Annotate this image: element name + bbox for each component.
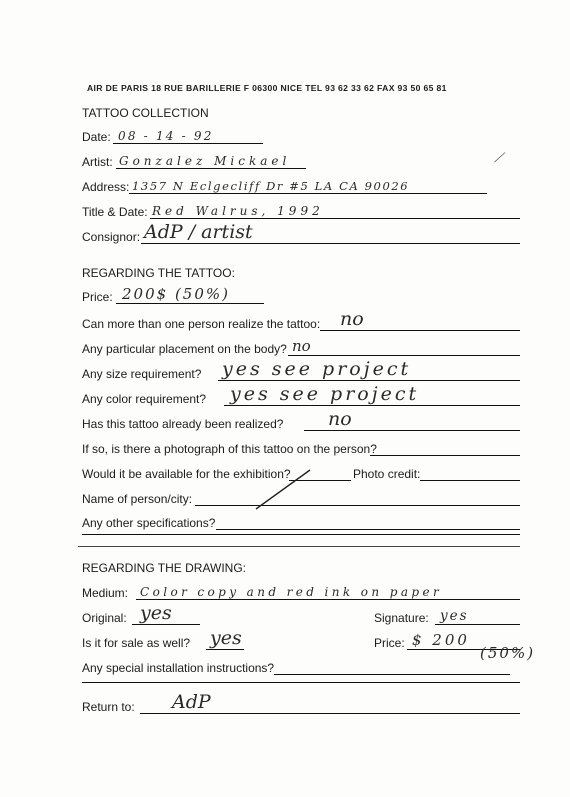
tattoo-price-label: Price:	[82, 290, 113, 304]
installation-label: Any special installation instructions?	[82, 661, 275, 675]
other-specs-label: Any other specifications?	[82, 516, 216, 530]
title-date-value: Red Walrus, 1992	[152, 204, 324, 218]
placement-label: Any particular placement on the body?	[82, 342, 287, 356]
drawing-price-value: $ 200	[412, 631, 470, 649]
letterhead: AIR DE PARIS 18 RUE BARILLERIE F 06300 NICE TEL 93 62 33 62 FAX 93 50 65 81	[87, 83, 447, 93]
date-label: Date:	[82, 130, 111, 144]
original-line	[132, 624, 200, 625]
medium-label: Medium:	[82, 586, 129, 600]
photo-credit-label: Photo credit:	[353, 467, 421, 481]
return-to-value: AdP	[172, 691, 211, 713]
size-label: Any size requirement?	[82, 367, 202, 381]
color-value: yes see project	[230, 383, 420, 405]
medium-line	[136, 599, 520, 600]
more-than-one-label: Can more than one person realize the tattoo:	[82, 317, 321, 331]
placement-value: no	[292, 337, 311, 355]
realized-value: no	[328, 408, 352, 430]
drawing-heading: REGARDING THE DRAWING:	[82, 561, 247, 575]
tattoo-price-value: 200$ (50%)	[122, 285, 230, 303]
for-sale-label: Is it for sale as well?	[82, 636, 191, 650]
size-value: yes see project	[222, 358, 412, 380]
consignor-value: AdP / artist	[144, 221, 253, 243]
color-label: Any color requirement?	[82, 392, 207, 406]
for-sale-line	[206, 649, 244, 650]
original-value: yes	[140, 602, 172, 624]
photograph-label: If so, is there a photograph of this tattoo on the person?	[82, 442, 377, 456]
installation-line	[274, 674, 510, 675]
title-date-label: Title & Date:	[82, 205, 148, 219]
person-city-label: Name of person/city:	[82, 492, 193, 506]
artist-value: Gonzalez Mickael	[119, 154, 291, 168]
installation-extra-line	[82, 682, 520, 683]
original-label: Original:	[82, 611, 127, 625]
drawing-price-note: (50%)	[480, 644, 536, 662]
address-value: 1357 N Eclgecliff Dr #5 LA CA 90026	[132, 179, 410, 193]
installation-row	[82, 657, 522, 677]
signature-label: Signature:	[374, 611, 429, 625]
for-sale-value: yes	[210, 627, 242, 649]
consignor-label: Consignor:	[82, 230, 141, 244]
return-to-label: Return to:	[82, 700, 135, 714]
artist-label: Artist:	[82, 155, 113, 169]
signature-value: yes	[440, 608, 469, 624]
medium-value: Color copy and red ink on paper	[140, 585, 443, 599]
drawing-price-label: Price:	[374, 636, 405, 650]
medium-row	[82, 582, 522, 602]
more-than-one-value: no	[340, 308, 364, 330]
signature-line	[435, 624, 520, 625]
form-title: TATTOO COLLECTION	[82, 106, 209, 120]
return-to-row	[82, 691, 522, 716]
date-value: 08 - 14 - 92	[118, 129, 214, 143]
section-divider	[78, 546, 520, 547]
exhibition-label: Would it be available for the exhibition?	[82, 467, 291, 481]
address-label: Address:	[82, 180, 130, 194]
return-to-line	[140, 713, 520, 714]
realized-label: Has this tattoo already been realized?	[82, 417, 284, 431]
for-sale-price-row	[82, 627, 522, 652]
pen-tick-mark: ⟋	[494, 150, 504, 165]
original-signature-row	[82, 602, 522, 627]
tattoo-heading: REGARDING THE TATTOO:	[82, 266, 235, 280]
